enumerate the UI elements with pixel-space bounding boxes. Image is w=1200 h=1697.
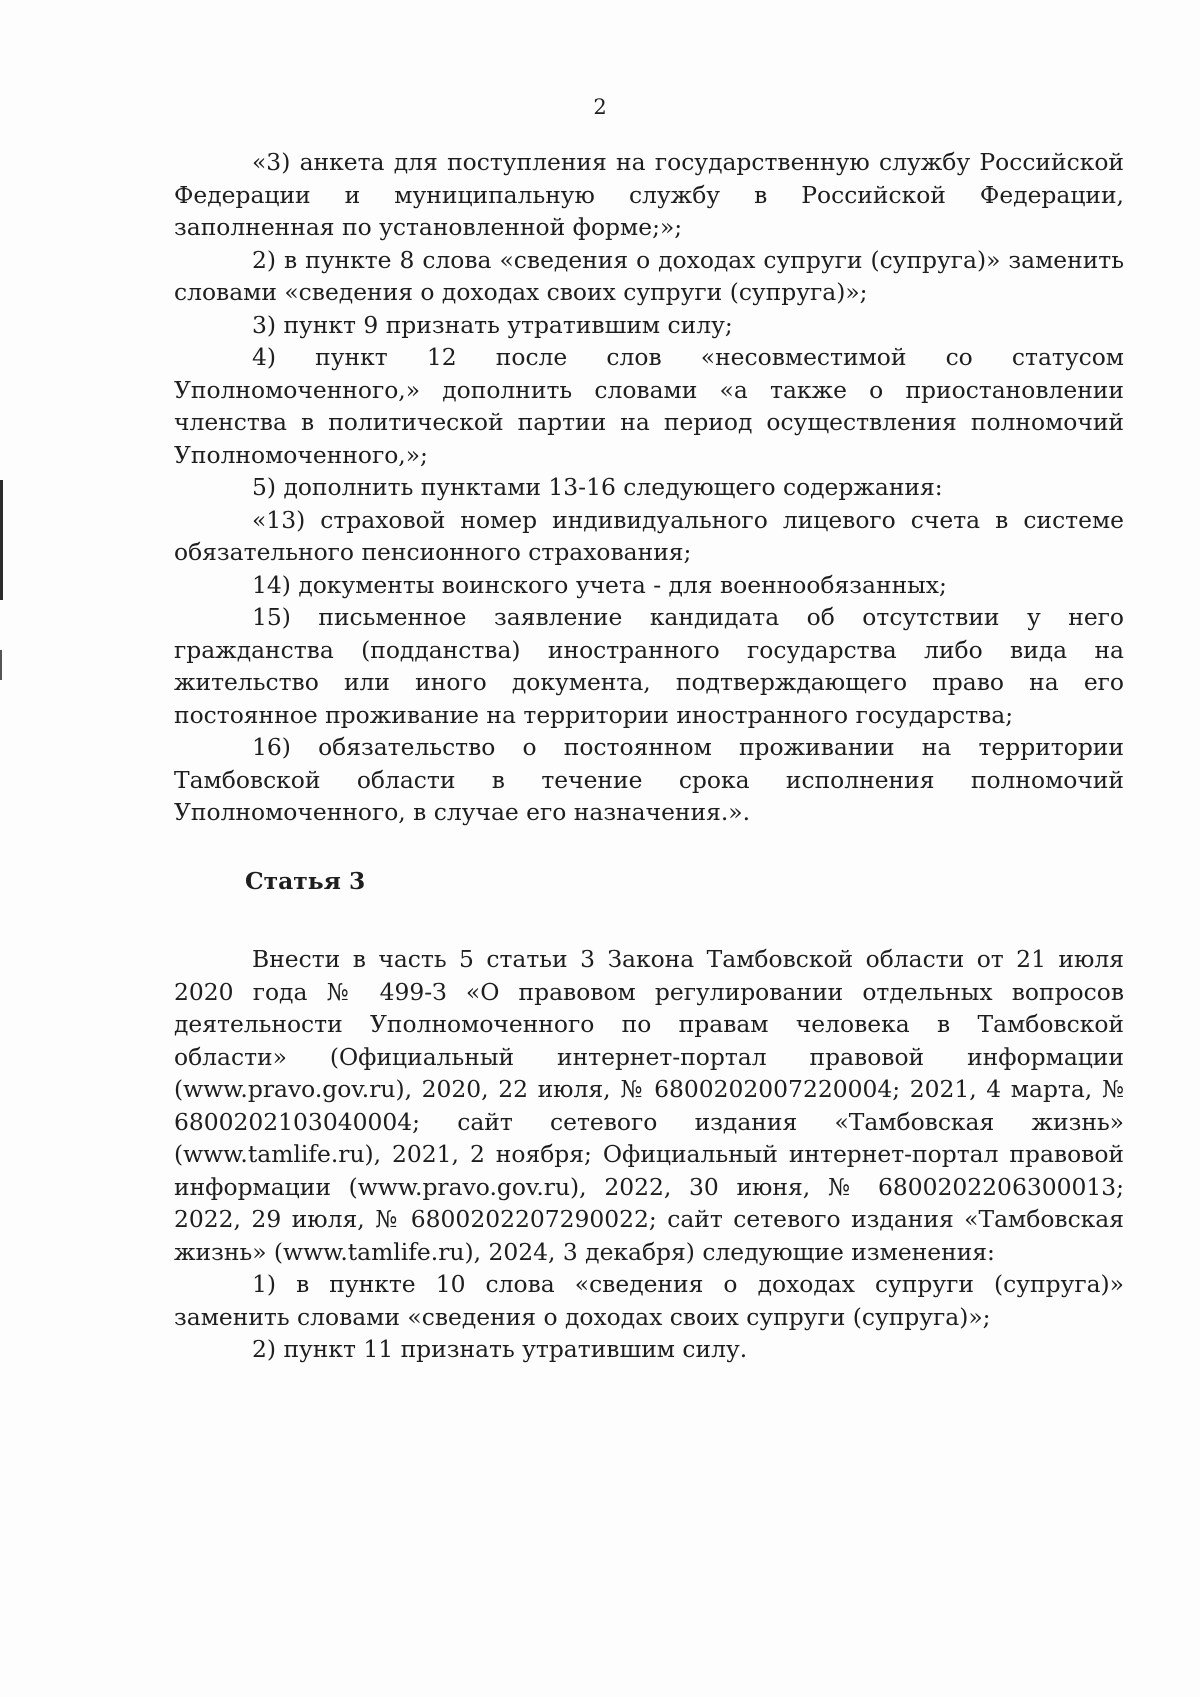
paragraph: 1) в пункте 10 слова «сведения о доходах супруги (супруга)» заменить словами «сведения о доходах своих супруги (супруга)»; (174, 1270, 1124, 1331)
paragraph: «3) анкета для поступления на государственную службу Российской Федерации и муниципальную службу в Российской Федерации, заполненная по установленной форме;»; (174, 148, 1124, 241)
paragraph: 2) в пункте 8 слова «сведения о доходах супруги (супруга)» заменить словами «сведения о доходах своих супруги (супруга)»; (174, 245, 1124, 306)
paragraph: 14) документы воинского учета - для военнообязанных; (252, 570, 947, 599)
paragraph: Внести в часть 5 статьи 3 Закона Тамбовской области от 21 июля 2020 года № 499-З «О правовом регулировании отдельных вопросов деятельности Уполномоченного по правам человека в Тамбовской области» (Официальный интернет-портал правовой информации (www.pravo.gov.ru), 2020, 22 июля, № 6800202007220004; 2021, 4 марта, № 6800202103040004; сайт сетевого издания «Тамбовская жизнь» (www.tamlife.ru), 2021, 2 ноября; Официальный интернет-портал правовой информации (www.pravo.gov.ru), 2022, 30 июня, № 6800202206300013; 2022, 29 июля, № 6800202207290022; сайт сетевого издания «Тамбовская жизнь» (www.tamlife.ru), 2024, 3 декабря) следующие изменения: (174, 945, 1124, 1266)
scan-edge-mark (0, 480, 3, 600)
paragraph: 5) дополнить пунктами 13-16 следующего содержания: (252, 473, 943, 501)
paragraph: 15) письменное заявление кандидата об отсутствии у него гражданства (подданства) иностранного государства либо вида на жительство или иного документа, подтверждающего право на его постоянное проживание на территории иностранного государства; (174, 603, 1124, 729)
scan-edge-mark (0, 650, 2, 680)
paragraph: 2) пункт 11 признать утратившим силу. (252, 1335, 748, 1363)
amendments-block-article-3 (174, 943, 1124, 1366)
paragraph: 3) пункт 9 признать утратившим силу; (252, 310, 733, 339)
amendments-block-article-2 (174, 146, 1124, 829)
paragraph: 16) обязательство о постоянном проживании на территории Тамбовской области в течение срока исполнения полномочий Уполномоченного, в случае его назначения.». (174, 733, 1124, 826)
paragraph: «13) страховой номер индивидуального лицевого счета в системе обязательного пенсионного страхования; (174, 505, 1124, 566)
article-heading: Статья 3 (245, 867, 366, 895)
page-number: 2 (593, 95, 607, 119)
paragraph: 4) пункт 12 после слов «несовместимой со статусом Уполномоченного,» дополнить словами «а также о приостановлении членства в политической партии на период осуществления полномочий Уполномоченного,»; (174, 343, 1124, 469)
